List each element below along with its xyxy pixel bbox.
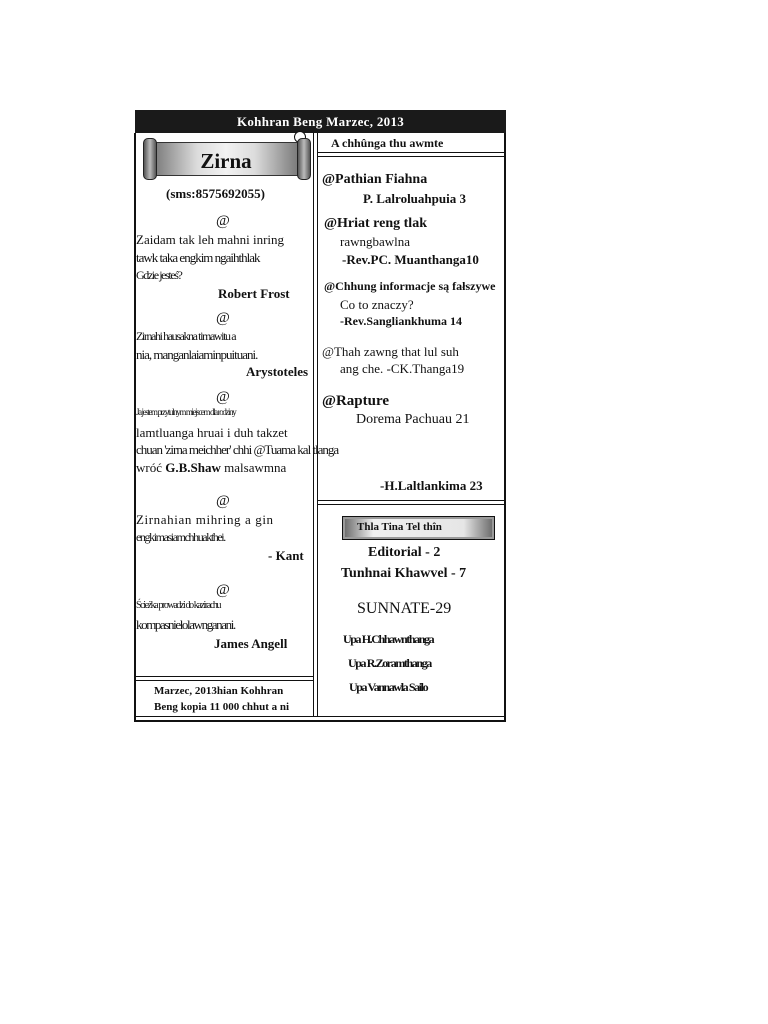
quote2-at: @ [216, 310, 230, 326]
quote4-line1: Zirnahian mihring a gin [136, 512, 274, 527]
banner-scroll-body [153, 142, 299, 176]
name-1: Upa H.Chhawnthanga [343, 632, 434, 646]
quote1-author: Robert Frost [218, 286, 290, 301]
right-heading: A chhûnga thu awmte [331, 136, 444, 150]
item3-sub: Co to znaczy? [340, 297, 414, 312]
right-mid-rule-2 [318, 504, 504, 505]
zirna-banner [143, 138, 309, 178]
quote3-author: G.B.Shaw [165, 460, 221, 475]
quote1-line3: Gdzie jesteś? [136, 268, 182, 282]
quote3-line4 [136, 460, 286, 476]
banner-title: Zirna [200, 149, 252, 173]
item3-title: @Chhung informacje są fałszywe [324, 279, 496, 293]
item6-author: -H.Laltlankima 23 [380, 478, 483, 493]
scroll-roll-right [297, 138, 311, 180]
right-mid-rule [318, 500, 504, 501]
monthly-box-label: Thla Tina Tel thîn [357, 521, 442, 533]
column-divider-2 [317, 133, 318, 716]
quote5-at: @ [216, 582, 230, 598]
footer-line2: Beng kopia 11 000 chhut a ni [154, 701, 290, 713]
page-header: Kohhran Beng Marzec, 2013 [135, 110, 506, 133]
tunhnai-line: Tunhnai Khawvel - 7 [341, 566, 467, 581]
quote2-author: Arystoteles [246, 364, 309, 379]
item3-author: -Rev.Sangliankhuma 14 [340, 314, 463, 328]
quote5-author: James Angell [214, 636, 288, 651]
item4-line2: ang che. -CK.Thanga19 [340, 361, 465, 376]
item4-line1: @Thah zawng that lul suh [322, 344, 459, 359]
sunnate-heading: SUNNATE-29 [357, 600, 452, 617]
item1-author: P. Lalroluahpuia 3 [363, 191, 466, 206]
bottom-border-2 [134, 720, 506, 722]
quote4-author: - Kant [268, 548, 304, 563]
item2-title: @Hriat reng tlak [324, 216, 427, 231]
footer-line1: Marzec, 2013hian Kohhran [154, 685, 284, 697]
item5-title: @Rapture [322, 393, 390, 409]
column-divider [313, 133, 314, 716]
right-heading-rule-2 [318, 156, 504, 157]
sms-number: (sms:8575692055) [166, 186, 265, 201]
item2-sub: rawngbawlna [340, 234, 411, 249]
quote3-at: @ [216, 389, 230, 405]
right-heading-rule [318, 152, 504, 153]
quote3-line2: lamtluanga hruai i duh takzet [136, 425, 288, 440]
quote1-at: @ [216, 213, 230, 229]
name-3: Upa Vannawla Sailo [349, 680, 428, 694]
quote2-line1: Zirnahi hausakna timawitu a [136, 329, 236, 343]
left-inner-rule-2 [136, 680, 313, 681]
quote5-line1: Ścieżka prowadzi do kazirachu [136, 600, 221, 611]
outer-right-border [504, 133, 506, 722]
quote3-line1: Ja jestem przytulnym miejscem dla rodziny [136, 407, 236, 417]
quote3-line3: chuan 'zirna meichher' chhi @Tuama kal tlanga [136, 442, 339, 457]
left-inner-rule [136, 676, 313, 677]
bottom-border [134, 716, 506, 717]
item5-author: Dorema Pachuau 21 [356, 412, 470, 427]
scroll-roll-left [143, 138, 157, 180]
quote4-at: @ [216, 493, 230, 509]
quote4-line2: engkimasiamchhuakthei. [136, 530, 225, 544]
monthly-box [342, 516, 495, 540]
quote1-line2: tawk taka engkim ngaihthlak [136, 250, 260, 265]
editorial-line: Editorial - 2 [368, 545, 441, 560]
quote3-line4-c: malsawmna [224, 460, 287, 475]
item1-title: @Pathian Fiahna [322, 172, 428, 187]
quote1-line1: Zaidam tak leh mahni inring [136, 232, 285, 247]
quote3-line4-a: wróć [136, 460, 162, 475]
quote5-line2: kompasnielolawnganani. [136, 617, 235, 632]
quote2-line2: nia, manganlaiaminpuituani. [136, 347, 258, 362]
name-2: Upa R.Zoramthanga [348, 656, 431, 670]
item2-author: -Rev.PC. Muanthanga10 [342, 252, 479, 267]
